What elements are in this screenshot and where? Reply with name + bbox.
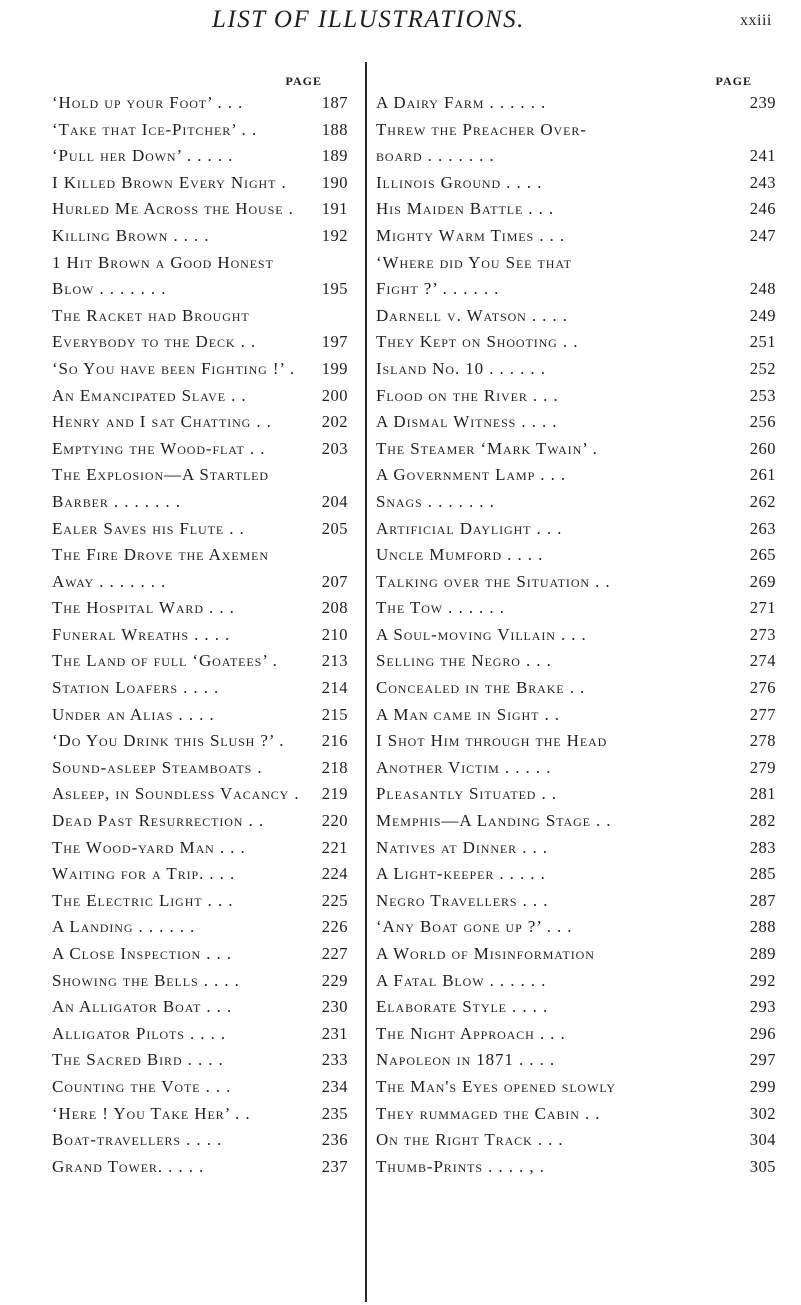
entry-page-number: 225 xyxy=(321,890,348,910)
toc-entry xyxy=(52,170,348,197)
entry-page-number: 253 xyxy=(749,385,776,405)
entry-title: Mighty Warm Times . . . xyxy=(376,225,565,245)
entry-title: Snags . . . . . . . xyxy=(376,491,495,511)
entry-page-number: 187 xyxy=(321,93,348,112)
toc-entry xyxy=(376,462,776,489)
entry-page-number: 237 xyxy=(321,1156,348,1176)
entry-title: ‘Do You Drink this Slush ?’ . xyxy=(52,731,285,751)
toc-entry xyxy=(376,994,776,1021)
toc-entry xyxy=(376,728,776,755)
entry-page-number: 283 xyxy=(749,837,776,857)
entry-title: A Landing . . . . . . xyxy=(52,917,196,937)
toc-entry xyxy=(52,143,348,170)
entry-page-number: 248 xyxy=(749,279,776,299)
entry-page-number: 278 xyxy=(749,731,776,751)
entry-title: Artificial Daylight . . . xyxy=(376,518,563,538)
entry-title: ‘Any Boat gone up ?’ . . . xyxy=(376,917,573,937)
entry-page-number: 230 xyxy=(321,997,348,1017)
entry-title: Talking over the Situation . . xyxy=(376,571,611,591)
entry-page-number: 204 xyxy=(321,491,348,511)
toc-entry xyxy=(52,755,348,782)
toc-entry xyxy=(376,702,776,729)
entry-page-number: 279 xyxy=(749,757,776,777)
toc-entry xyxy=(376,1127,776,1154)
entry-page-number: 205 xyxy=(321,518,348,538)
toc-entry xyxy=(52,489,348,516)
entry-title: Island No. 10 . . . . . . xyxy=(376,358,546,378)
entry-page-number: 256 xyxy=(749,412,776,432)
entry-title: Elaborate Style . . . . xyxy=(376,997,549,1017)
toc-entry xyxy=(376,1021,776,1048)
entry-page-number: 252 xyxy=(749,358,776,378)
toc-entry xyxy=(376,1047,776,1074)
header-title: LIST OF ILLUSTRATIONS. xyxy=(212,6,525,33)
entry-title: Henry and I sat Chatting . . xyxy=(52,412,272,432)
toc-entry xyxy=(52,516,348,543)
entry-title: Pleasantly Situated . . xyxy=(376,784,557,804)
entry-title: Illinois Ground . . . . xyxy=(376,172,543,192)
toc-entry xyxy=(376,117,776,144)
toc-entry xyxy=(52,835,348,862)
toc-entry xyxy=(52,1154,348,1181)
entry-page-number: 299 xyxy=(749,1076,776,1096)
entry-page-number: 289 xyxy=(749,944,776,963)
entry-title: The Sacred Bird . . . . xyxy=(52,1050,224,1070)
entry-title: Hurled Me Across the House . xyxy=(52,199,294,219)
entry-title: A Light-keeper . . . . . xyxy=(376,864,546,884)
toc-entry xyxy=(52,1074,348,1101)
entry-title: His Maiden Battle . . . xyxy=(376,199,555,219)
entry-title: Natives at Dinner . . . xyxy=(376,837,548,857)
entry-title: ‘Hold up your Foot’ . . . xyxy=(52,93,244,112)
entry-title: A World of Misinformation xyxy=(376,944,595,963)
entry-title: ‘Here ! You Take Her’ . . xyxy=(52,1103,251,1123)
entry-title: The Explosion—A Startled xyxy=(52,465,269,485)
running-header xyxy=(0,6,801,46)
toc-entry xyxy=(52,569,348,596)
toc-entry xyxy=(52,329,348,356)
entry-title: A Government Lamp . . . xyxy=(376,465,567,485)
entry-title: Dead Past Resurrection . . xyxy=(52,811,264,831)
entry-page-number: 226 xyxy=(321,917,348,937)
toc-entry xyxy=(376,436,776,463)
entry-page-number: 218 xyxy=(321,757,348,777)
right-column xyxy=(376,72,776,1297)
entry-page-number: 197 xyxy=(321,332,348,352)
entry-title: An Alligator Boat . . . xyxy=(52,997,233,1017)
toc-entry xyxy=(376,648,776,675)
entry-page-number: 188 xyxy=(321,119,348,139)
toc-entry xyxy=(52,250,348,277)
toc-entry xyxy=(376,542,776,569)
entry-page-number: 208 xyxy=(321,598,348,618)
entry-title: A Man came in Sight . . xyxy=(376,704,560,724)
toc-entry xyxy=(376,489,776,516)
page-column-label: PAGE xyxy=(715,74,752,88)
entry-title: The Hospital Ward . . . xyxy=(52,598,235,618)
toc-entry xyxy=(376,383,776,410)
entry-page-number: 293 xyxy=(749,997,776,1017)
toc-entry xyxy=(52,117,348,144)
entry-page-number: 281 xyxy=(749,784,776,804)
entry-page-number: 191 xyxy=(321,199,348,219)
entry-title: Concealed in the Brake . . xyxy=(376,678,586,698)
entry-page-number: 207 xyxy=(321,571,348,591)
toc-entry xyxy=(52,1127,348,1154)
entry-title: Memphis—A Landing Stage . . xyxy=(376,811,612,831)
entry-title: The Man's Eyes opened slowly xyxy=(376,1076,616,1096)
left-column xyxy=(52,72,348,1297)
entry-title: They rummaged the Cabin . . xyxy=(376,1103,601,1123)
entry-title: They Kept on Shooting . . xyxy=(376,332,579,352)
entry-page-number: 235 xyxy=(321,1103,348,1123)
toc-entry xyxy=(376,303,776,330)
entry-title: The Land of full ‘Goatees’ . xyxy=(52,651,278,671)
entry-page-number: 189 xyxy=(321,146,348,166)
entry-page-number: 296 xyxy=(749,1023,776,1043)
entry-page-number: 304 xyxy=(749,1130,776,1150)
entry-title: Napoleon in 1871 . . . . xyxy=(376,1050,556,1070)
entry-page-number: 263 xyxy=(749,518,776,538)
entry-title: A Dismal Witness . . . . xyxy=(376,412,558,432)
entry-page-number: 261 xyxy=(749,465,776,485)
toc-entry xyxy=(52,356,348,383)
entry-title: Selling the Negro . . . xyxy=(376,651,552,671)
toc-entry xyxy=(52,994,348,1021)
page-folio: xxiii xyxy=(740,12,772,29)
toc-entry xyxy=(52,1047,348,1074)
toc-entry xyxy=(376,1101,776,1128)
entry-title: ‘Take that Ice-Pitcher’ . . xyxy=(52,119,258,139)
entry-page-number: 192 xyxy=(321,225,348,245)
entry-page-number: 234 xyxy=(321,1076,348,1096)
entry-title: A Dairy Farm . . . . . . xyxy=(376,93,547,112)
toc-entry xyxy=(376,595,776,622)
toc-entry xyxy=(376,569,776,596)
toc-entry xyxy=(52,861,348,888)
toc-entry xyxy=(52,728,348,755)
toc-entry xyxy=(376,941,776,968)
entry-page-number: 190 xyxy=(321,172,348,192)
page-column-label: PAGE xyxy=(285,74,322,88)
entry-page-number: 229 xyxy=(321,970,348,990)
entry-page-number: 239 xyxy=(749,93,776,112)
column-divider xyxy=(365,62,367,1302)
entry-title: Barber . . . . . . . xyxy=(52,491,181,511)
entry-page-number: 200 xyxy=(321,385,348,405)
entry-title: Alligator Pilots . . . . xyxy=(52,1023,227,1043)
entry-title: Under an Alias . . . . xyxy=(52,704,215,724)
entry-title: Sound-asleep Steamboats . xyxy=(52,757,263,777)
entry-page-number: 274 xyxy=(749,651,776,671)
toc-entry xyxy=(376,675,776,702)
entry-title: Threw the Preacher Over- xyxy=(376,119,587,139)
entry-title: The Night Approach . . . xyxy=(376,1023,566,1043)
entry-title: An Emancipated Slave . . xyxy=(52,385,247,405)
entry-page-number: 213 xyxy=(321,651,348,671)
toc-entry xyxy=(52,941,348,968)
toc-entry xyxy=(376,861,776,888)
entry-page-number: 224 xyxy=(321,864,348,884)
entry-page-number: 233 xyxy=(321,1050,348,1070)
entry-page-number: 277 xyxy=(749,704,776,724)
entry-title: ‘Where did You See that xyxy=(376,252,572,272)
toc-entry xyxy=(376,835,776,862)
entry-page-number: 251 xyxy=(749,332,776,352)
toc-entry xyxy=(52,622,348,649)
toc-entry xyxy=(52,595,348,622)
toc-entry xyxy=(52,303,348,330)
toc-entry xyxy=(52,1101,348,1128)
entry-title: The Steamer ‘Mark Twain’ . xyxy=(376,438,598,458)
entry-title: Funeral Wreaths . . . . xyxy=(52,624,231,644)
entry-title: ‘Pull her Down’ . . . . . xyxy=(52,146,234,166)
entry-page-number: 276 xyxy=(749,678,776,698)
toc-entry xyxy=(52,968,348,995)
entry-title: The Tow . . . . . . xyxy=(376,598,505,618)
toc-entry xyxy=(376,409,776,436)
toc-entry xyxy=(376,223,776,250)
toc-entry xyxy=(376,914,776,941)
toc-entry xyxy=(376,170,776,197)
entry-page-number: 302 xyxy=(749,1103,776,1123)
entry-title: The Electric Light . . . xyxy=(52,890,234,910)
entry-title: I Shot Him through the Head xyxy=(376,731,608,751)
entry-page-number: 271 xyxy=(749,598,776,618)
toc-entry xyxy=(52,675,348,702)
entry-page-number: 297 xyxy=(749,1050,776,1070)
entry-page-number: 282 xyxy=(749,811,776,831)
entry-title: A Soul-moving Villain . . . xyxy=(376,624,587,644)
entry-title: I Killed Brown Every Night . xyxy=(52,172,287,192)
entry-page-number: 287 xyxy=(749,890,776,910)
entry-page-number: 220 xyxy=(321,811,348,831)
entry-list xyxy=(52,90,348,1180)
entry-title: Darnell v. Watson . . . . xyxy=(376,305,568,325)
entry-title: Station Loafers . . . . xyxy=(52,678,220,698)
toc-entry xyxy=(52,276,348,303)
entry-title: 1 Hit Brown a Good Honest xyxy=(52,252,274,272)
entry-page-number: 247 xyxy=(749,225,776,245)
entry-list xyxy=(376,90,776,1180)
toc-entry xyxy=(52,383,348,410)
entry-page-number: 249 xyxy=(749,305,776,325)
toc-entry xyxy=(376,1074,776,1101)
entry-title: Asleep, in Soundless Vacancy . xyxy=(52,784,300,804)
entry-page-number: 231 xyxy=(321,1023,348,1043)
toc-entry xyxy=(52,781,348,808)
entry-title: A Fatal Blow . . . . . . xyxy=(376,970,547,990)
entry-title: Emptying the Wood-flat . . xyxy=(52,438,266,458)
toc-entry xyxy=(376,755,776,782)
entry-title: Away . . . . . . . xyxy=(52,571,167,591)
entry-page-number: 221 xyxy=(321,837,348,857)
entry-page-number: 288 xyxy=(749,917,776,937)
entry-title: Everybody to the Deck . . xyxy=(52,332,257,352)
toc-entry xyxy=(52,409,348,436)
entry-title: Another Victim . . . . . xyxy=(376,757,552,777)
entry-page-number: 260 xyxy=(749,438,776,458)
entry-title: Counting the Vote . . . xyxy=(52,1076,232,1096)
toc-entry xyxy=(376,250,776,277)
toc-entry xyxy=(52,914,348,941)
entry-title: Ealer Saves his Flute . . xyxy=(52,518,245,538)
entry-page-number: 262 xyxy=(749,491,776,511)
entry-page-number: 265 xyxy=(749,545,776,565)
entry-title: Negro Travellers . . . xyxy=(376,890,549,910)
toc-entry xyxy=(376,968,776,995)
toc-entry xyxy=(52,462,348,489)
toc-entry xyxy=(52,808,348,835)
entry-page-number: 199 xyxy=(321,358,348,378)
entry-page-number: 292 xyxy=(749,970,776,990)
toc-entry xyxy=(52,223,348,250)
entry-title: Showing the Bells . . . . xyxy=(52,970,240,990)
toc-entry xyxy=(52,1021,348,1048)
entry-title: Uncle Mumford . . . . xyxy=(376,545,544,565)
toc-entry xyxy=(376,329,776,356)
entry-title: The Racket had Brought xyxy=(52,305,250,325)
toc-entry xyxy=(376,276,776,303)
toc-entry xyxy=(376,143,776,170)
entry-page-number: 269 xyxy=(749,571,776,591)
toc-entry xyxy=(376,90,776,117)
entry-page-number: 236 xyxy=(321,1130,348,1150)
entry-page-number: 305 xyxy=(749,1156,776,1176)
entry-title: board . . . . . . . xyxy=(376,146,495,166)
entry-page-number: 214 xyxy=(321,678,348,698)
entry-page-number: 202 xyxy=(321,412,348,432)
toc-entry xyxy=(376,196,776,223)
entry-page-number: 285 xyxy=(749,864,776,884)
entry-title: A Close Inspection . . . xyxy=(52,944,232,963)
entry-page-number: 243 xyxy=(749,172,776,192)
entry-title: Flood on the River . . . xyxy=(376,385,559,405)
entry-page-number: 216 xyxy=(321,731,348,751)
entry-title: On the Right Track . . . xyxy=(376,1130,564,1150)
toc-entry xyxy=(376,622,776,649)
entry-title: Killing Brown . . . . xyxy=(52,225,210,245)
entry-page-number: 246 xyxy=(749,199,776,219)
entry-title: Thumb-Prints . . . . , . xyxy=(376,1156,545,1176)
entry-title: Blow . . . . . . . xyxy=(52,279,167,299)
toc-entry xyxy=(52,196,348,223)
entry-title: Waiting for a Trip. . . . xyxy=(52,864,236,884)
entry-title: Grand Tower. . . . . xyxy=(52,1156,205,1176)
toc-entry xyxy=(376,1154,776,1181)
entry-title: Boat-travellers . . . . xyxy=(52,1130,223,1150)
entry-title: The Wood-yard Man . . . xyxy=(52,837,246,857)
entry-page-number: 219 xyxy=(321,784,348,804)
entry-page-number: 203 xyxy=(321,438,348,458)
toc-entry xyxy=(376,888,776,915)
toc-entry xyxy=(52,702,348,729)
entry-page-number: 215 xyxy=(321,704,348,724)
toc-entry xyxy=(52,648,348,675)
entry-page-number: 227 xyxy=(321,944,348,963)
toc-entry xyxy=(376,808,776,835)
entry-page-number: 195 xyxy=(321,279,348,299)
entry-page-number: 273 xyxy=(749,624,776,644)
entry-title: ‘So You have been Fighting !’ . xyxy=(52,358,296,378)
toc-entry xyxy=(52,888,348,915)
toc-entry xyxy=(52,542,348,569)
toc-entry xyxy=(376,781,776,808)
toc-entry xyxy=(52,90,348,117)
entry-page-number: 241 xyxy=(749,146,776,166)
toc-entry xyxy=(376,516,776,543)
toc-entry xyxy=(52,436,348,463)
toc-entry xyxy=(376,356,776,383)
entry-title: Fight ?’ . . . . . . xyxy=(376,279,500,299)
entry-title: The Fire Drove the Axemen xyxy=(52,545,269,565)
entry-page-number: 210 xyxy=(321,624,348,644)
